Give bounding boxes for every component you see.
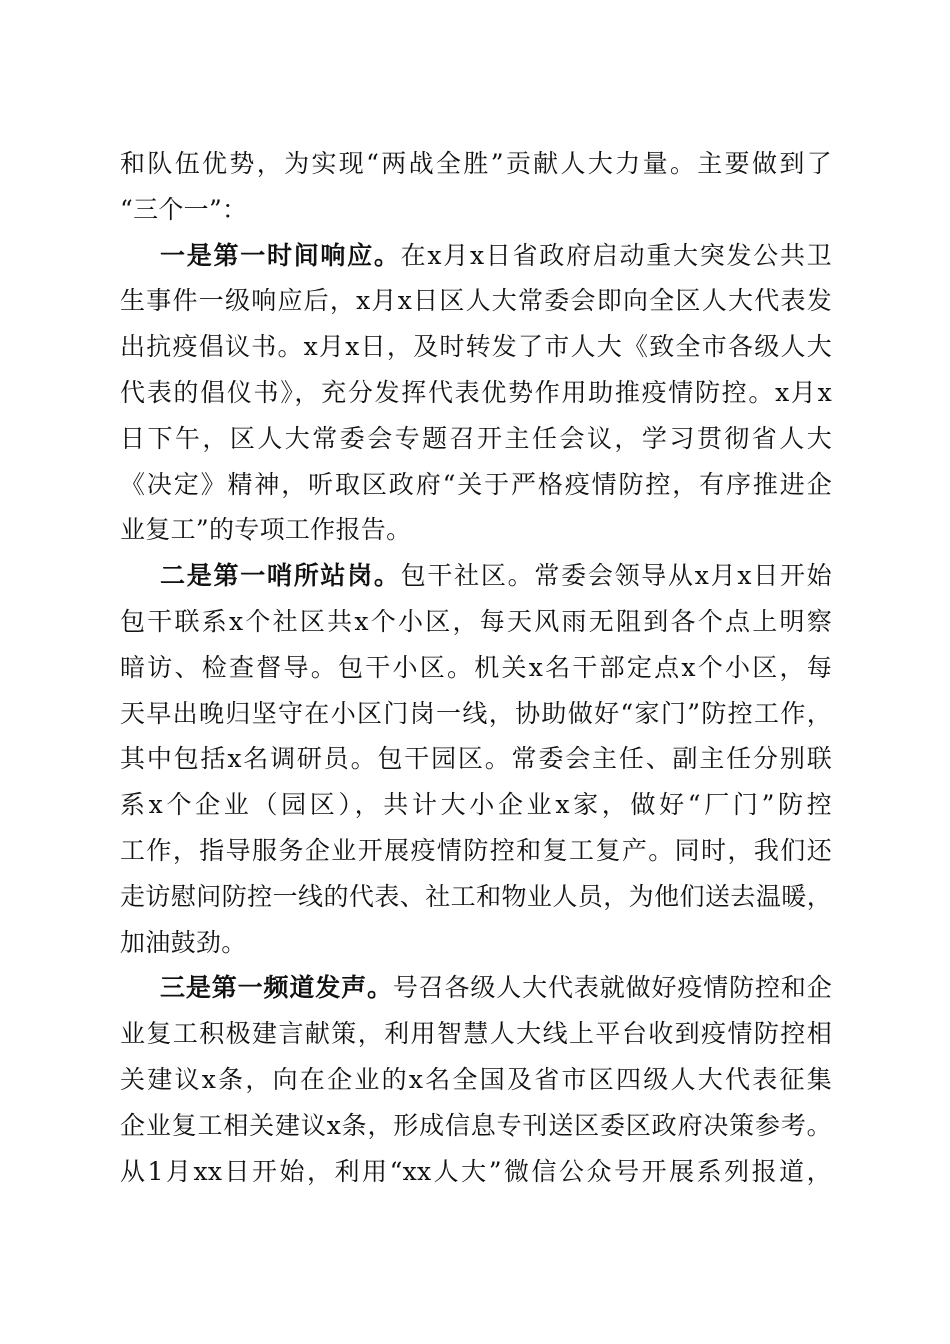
text-line bbox=[120, 782, 832, 828]
line-text: 企业复工相关建议x条，形成信息专刊送区委区政府决策参考。 bbox=[120, 1110, 832, 1140]
text-line bbox=[120, 645, 832, 691]
paragraph-first-line bbox=[120, 965, 832, 1011]
text-line bbox=[120, 736, 832, 782]
text-line bbox=[120, 1149, 832, 1195]
text-line bbox=[120, 278, 832, 324]
line-text: 出抗疫倡议书。x月x日，及时转发了市人大《致全市各级人大 bbox=[120, 332, 832, 362]
line-text: 生事件一级响应后，x月x日区人大常委会即向全区人大代表发 bbox=[120, 286, 832, 316]
line-text: 走访慰问防控一线的代表、社工和物业人员，为他们送去温暖， bbox=[120, 881, 832, 911]
line-text: “三个一”： bbox=[120, 194, 248, 224]
text-line bbox=[120, 1011, 832, 1057]
text-line bbox=[120, 691, 832, 737]
paragraph-heading: 三是第一频道发声。 bbox=[160, 973, 393, 1003]
line-text: 业复工”的专项工作报告。 bbox=[120, 515, 412, 545]
line-text: 号召各级人大代表就做好疫情防控和企 bbox=[392, 973, 832, 1003]
paragraph-heading: 一是第一时间响应。 bbox=[160, 240, 401, 270]
text-line bbox=[120, 141, 832, 187]
text-line bbox=[120, 874, 832, 920]
line-text: 加油鼓劲。 bbox=[120, 927, 247, 957]
text-line bbox=[120, 324, 832, 370]
paragraph-first-line bbox=[120, 553, 832, 599]
line-text: 其中包括x名调研员。包干园区。常委会主任、副主任分别联 bbox=[120, 744, 832, 774]
text-line bbox=[120, 507, 832, 553]
text-line bbox=[120, 462, 832, 508]
line-text: 关建议x条，向在企业的x名全国及省市区四级人大代表征集 bbox=[120, 1064, 832, 1094]
text-line bbox=[120, 187, 832, 233]
text-line bbox=[120, 1103, 832, 1149]
line-text: 代表的倡仪书》，充分发挥代表优势作用助推疫情防控。x月x bbox=[120, 377, 832, 407]
line-text: 系x个企业（园区），共计大小企业x家，做好“厂门”防控 bbox=[120, 790, 832, 820]
line-text: 从1月xx日开始，利用“xx人大”微信公众号开展系列报道， bbox=[120, 1156, 832, 1186]
text-line bbox=[120, 370, 832, 416]
line-text: 天早出晚归坚守在小区门岗一线，协助做好“家门”防控工作， bbox=[120, 698, 832, 728]
text-line bbox=[120, 828, 832, 874]
paragraph-heading: 二是第一哨所站岗。 bbox=[160, 561, 401, 591]
document-page bbox=[120, 141, 832, 1194]
text-line bbox=[120, 599, 832, 645]
text-line bbox=[120, 920, 832, 966]
line-text: 暗访、检查督导。包干小区。机关x名干部定点x个小区，每 bbox=[120, 652, 832, 682]
text-line bbox=[120, 1057, 832, 1103]
line-text: 包干联系x个社区共x个小区，每天风雨无阻到各个点上明察 bbox=[120, 606, 832, 636]
line-text: 日下午，区人大常委会专题召开主任会议，学习贯彻省人大 bbox=[120, 423, 832, 453]
text-line bbox=[120, 416, 832, 462]
line-text: 在x月x日省政府启动重大突发公共卫 bbox=[400, 240, 832, 270]
line-text: 《决定》精神，听取区政府“关于严格疫情防控，有序推进企 bbox=[120, 469, 832, 499]
line-text: 业复工积极建言献策，利用智慧人大线上平台收到疫情防控相 bbox=[120, 1019, 832, 1049]
line-text: 包干社区。常委会领导从x月x日开始 bbox=[400, 561, 832, 591]
paragraph-first-line bbox=[120, 233, 832, 279]
line-text: 工作，指导服务企业开展疫情防控和复工复产。同时，我们还 bbox=[120, 835, 832, 865]
line-text: 和队伍优势，为实现“两战全胜”贡献人大力量。主要做到了 bbox=[120, 149, 832, 178]
